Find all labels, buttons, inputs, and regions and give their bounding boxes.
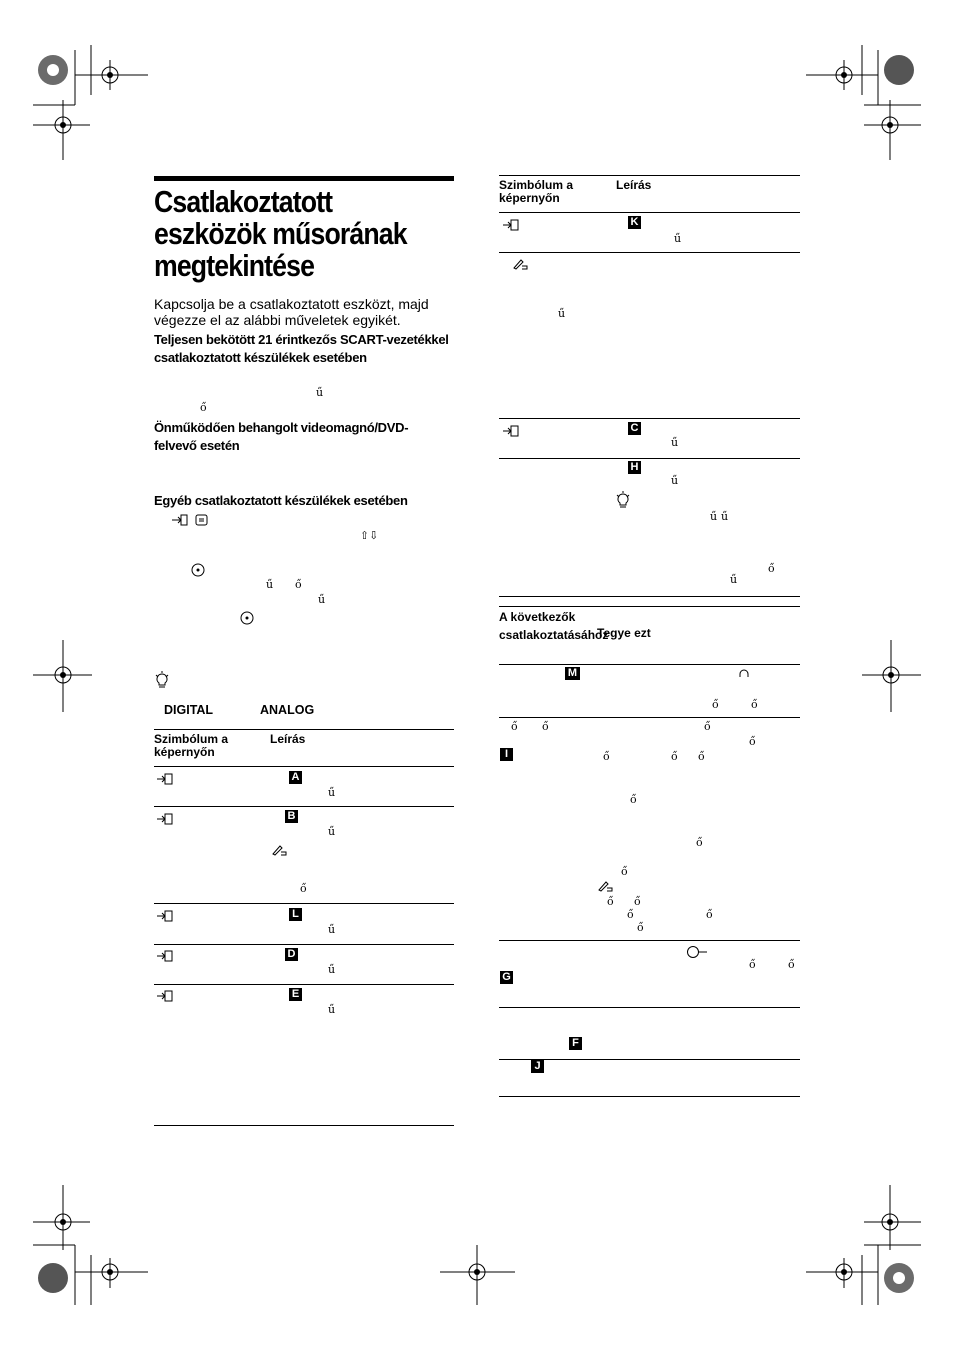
- table-rule: [154, 729, 454, 730]
- glyph-u: ű: [266, 578, 274, 591]
- glyph-u: ű: [674, 232, 682, 245]
- glyph-o: ő: [511, 720, 518, 733]
- glyph-u: ű: [558, 307, 566, 320]
- table-rule: [499, 458, 800, 459]
- tag-h: H: [628, 461, 641, 474]
- glyph-u: ű: [710, 510, 718, 523]
- table-rule: [499, 252, 800, 253]
- table-rule: [154, 944, 454, 945]
- table-rule: [499, 1007, 800, 1008]
- glyph-o: ő: [749, 735, 756, 748]
- tag-a: A: [289, 771, 302, 784]
- glyph-o: ő: [627, 908, 634, 921]
- table-rule: [154, 806, 454, 807]
- table-rule: [499, 717, 800, 718]
- power-icon: [686, 945, 708, 959]
- glyph-u: ű: [671, 436, 679, 449]
- section-vcr: Önműködően behangolt videomagnó/DVD-felvevő esetén: [154, 420, 409, 453]
- glyph-o: ő: [295, 578, 302, 591]
- ok-button-icon: [191, 563, 205, 577]
- section-scart: Teljesen bekötött 21 érintkezős SCART-vezetékkel csatlakoztatott készülékek esetében: [154, 332, 449, 365]
- col-symbol-header: Szimbólum a képernyőn: [154, 732, 229, 759]
- tip-icon: [615, 491, 631, 509]
- glyph-o: ő: [712, 698, 719, 711]
- input-icon: [157, 910, 173, 922]
- table-rule: [499, 212, 800, 213]
- glyph-u: ű: [328, 786, 336, 799]
- glyph-o: ő: [671, 750, 678, 763]
- col-do-header: Tegye ezt: [597, 626, 651, 640]
- note-icon: [512, 258, 528, 270]
- glyph-o: ő: [704, 720, 711, 733]
- tag-i: I: [500, 748, 513, 761]
- arrows-icon: ⇧⇩: [360, 529, 379, 542]
- table-rule: [154, 903, 454, 904]
- glyph-u: ű: [316, 386, 324, 399]
- tag-b: B: [285, 810, 298, 823]
- page-title: Csatlakoztatott eszközök műsorának megtekintése: [154, 184, 407, 283]
- glyph-o: ő: [768, 562, 775, 575]
- table-rule: [154, 766, 454, 767]
- glyph-u: ű: [671, 474, 679, 487]
- glyph-o: ő: [706, 908, 713, 921]
- table-rule: [499, 596, 800, 597]
- input-icon: [157, 813, 173, 825]
- headphones-icon: [738, 668, 750, 680]
- input-icon: [157, 990, 173, 1002]
- tag-c: C: [628, 422, 641, 435]
- glyph-o: ő: [603, 750, 610, 763]
- glyph-o: ő: [621, 865, 628, 878]
- tag-j: J: [531, 1060, 544, 1073]
- col-symbol-header: Szimbólum a képernyőn: [499, 178, 574, 205]
- glyph-o: ő: [696, 836, 703, 849]
- input-icon: [171, 513, 211, 527]
- table-rule: [499, 175, 800, 176]
- note-icon: [271, 844, 287, 856]
- input-icon: [157, 950, 173, 962]
- tip-icon: [154, 671, 170, 689]
- input-icon: [503, 219, 519, 231]
- glyph-o: ő: [542, 720, 549, 733]
- tag-f: F: [569, 1037, 582, 1050]
- glyph-o: ő: [637, 921, 644, 934]
- glyph-u: ű: [328, 963, 336, 976]
- digital-label: DIGITAL: [164, 703, 214, 717]
- input-icon: [157, 773, 173, 785]
- table-rule: [499, 418, 800, 419]
- glyph-u: ű: [328, 825, 336, 838]
- tag-m: M: [565, 667, 580, 680]
- analog-label: ANALOG: [260, 703, 315, 717]
- tag-g: G: [500, 971, 513, 984]
- intro-text: Kapcsolja be a csatlakoztatott eszközt, majd végezze el az alábbi műveletek egyikét.: [154, 296, 429, 328]
- glyph-u: ű: [730, 573, 738, 586]
- glyph-o: ő: [634, 895, 641, 908]
- input-icon: [503, 425, 519, 437]
- note-icon: [597, 880, 613, 892]
- title-rule: [154, 176, 454, 181]
- table-rule: [154, 1125, 454, 1126]
- table-rule: [499, 1096, 800, 1097]
- ok-button-icon: [240, 611, 254, 625]
- glyph-o: ő: [698, 750, 705, 763]
- glyph-o: ő: [788, 958, 795, 971]
- col-desc-header: Leírás: [616, 178, 652, 192]
- col-desc-header: Leírás: [270, 732, 306, 746]
- glyph-u: ű: [328, 1003, 336, 1016]
- glyph-o: ő: [751, 698, 758, 711]
- col-for-header: A következők csatlakoztatásához: [499, 610, 609, 642]
- tag-e: E: [289, 988, 302, 1001]
- glyph-o: ő: [607, 895, 614, 908]
- table-rule: [499, 664, 800, 665]
- glyph-o: ő: [630, 793, 637, 806]
- table-rule: [154, 984, 454, 985]
- tag-k: K: [628, 216, 641, 229]
- tag-l: L: [289, 908, 302, 921]
- table-rule: [499, 1059, 800, 1060]
- glyph-o: ő: [200, 401, 207, 414]
- tag-d: D: [285, 948, 298, 961]
- glyph-u: ű: [318, 593, 326, 606]
- glyph-u: ű: [721, 510, 729, 523]
- glyph-o: ő: [749, 958, 756, 971]
- glyph-u: ű: [328, 923, 336, 936]
- table-rule: [499, 606, 800, 607]
- table-rule: [499, 940, 800, 941]
- glyph-o: ő: [300, 882, 307, 895]
- section-other: Egyéb csatlakoztatott készülékek esetében: [154, 493, 408, 508]
